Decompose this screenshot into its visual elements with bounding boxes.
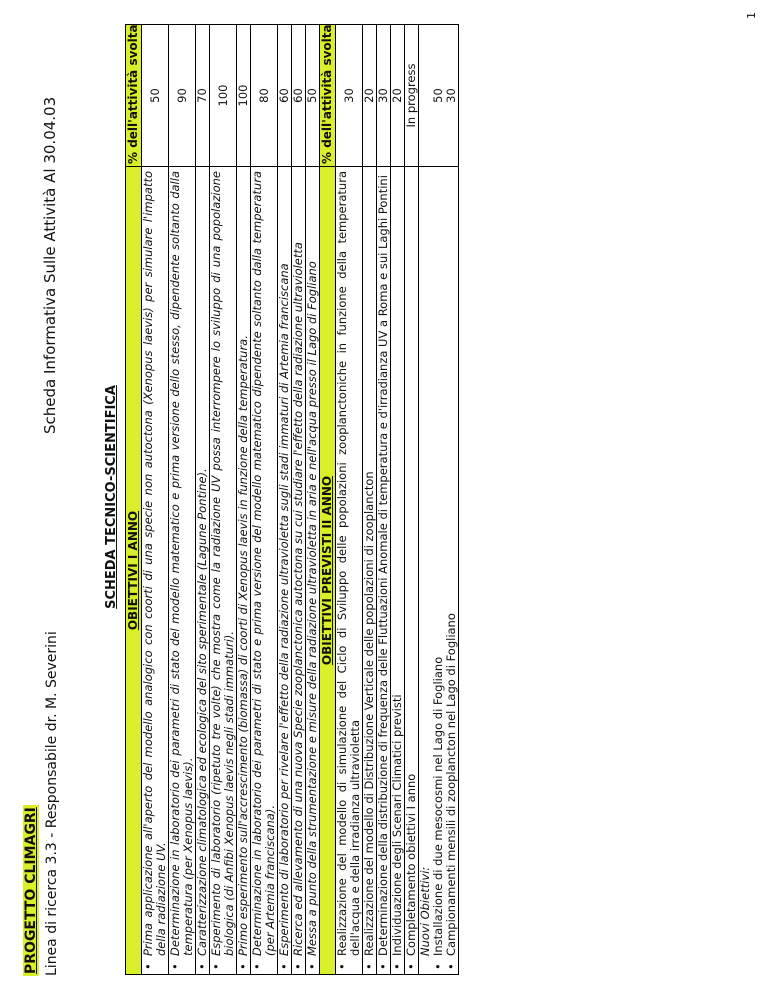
- percent-value: 80: [251, 25, 278, 167]
- objective-text: Determinazione in laboratorio dei parametri di stato e prima versione del modello matematico dipendente soltanto dalla temperatura (per Artemia franciscana).: [250, 171, 277, 956]
- bullet-icon: •: [305, 963, 319, 970]
- objective-text: Campionamenti mensili di zooplancton nel Lago di Fogliano: [444, 613, 458, 956]
- objective-text: Determinazione in laboratorio dei parametri di stato del modello matematico e prima versione dello stesso, dipendente soltanto dalla temperatura (per Xenopus laevis).: [168, 171, 195, 956]
- objective-text: Primo esperimento sull'accrescimento (biomassa) di coorti di Xenopus laevis in funzione della temperatura.: [236, 335, 250, 956]
- objective-text: Caratterizzazione climatologica ed ecologica del sito sperimentale (Lagune Pontine).: [195, 468, 209, 956]
- percent-value: 100: [210, 25, 237, 167]
- objective-cell: [142, 167, 169, 975]
- second-year-section: [320, 25, 459, 975]
- percent-value: 20: [391, 25, 405, 167]
- table-row: [278, 25, 292, 975]
- objective-text: Installazione di due mesocosmi nel Lago di Fogliano: [431, 656, 445, 956]
- document-title: Scheda Informativa Sulle Attività Al 30.04.03: [41, 96, 59, 434]
- project-title: PROGETTO CLIMAGRI: [23, 807, 39, 974]
- bullet-icon: •: [209, 963, 223, 970]
- second-year-header: OBIETTIVI PREVISTI II ANNO: [320, 167, 336, 975]
- objective-text: Realizzazione del modello di simulazione del Ciclo di Sviluppo delle popolazioni zooplanctoniche in funzione della temperatura dell'acqua e della irradianza ultravioletta: [335, 171, 362, 956]
- objective-text: Esperimento di laboratorio (ripetuto tre volte) che mostra come la radiazione UV possa interrompere lo sviluppo di una popolazione biologica (di Anfibi Xenopus laevis negli stadi immaturi).: [209, 171, 236, 956]
- objective-cell: [196, 167, 210, 975]
- bullet-icon: •: [390, 963, 404, 970]
- objective-text: Individuazione degli Scenari Climatici previsti: [390, 694, 404, 956]
- percent-value: 30: [336, 25, 363, 167]
- objective-text: Prima applicazione all'aperto del modello analogico con coorti di una specie non autoctona (Xenopus laevis) per simulare l'impatto della radiazione UV.: [141, 171, 168, 956]
- table-row: [210, 25, 237, 975]
- research-line: Linea di ricerca 3.3 - Responsabile dr. M. Severini: [44, 631, 60, 976]
- page-number: 1: [745, 12, 758, 19]
- table-row: [405, 25, 419, 975]
- table-row: [237, 25, 251, 975]
- objective-text: Determinazione della distribuzione di frequenza delle Fluttuazioni Anomale di temperatura e d'irradianza UV a Roma e sui Laghi Pontini: [376, 175, 390, 956]
- bullet-icon: •: [195, 963, 209, 970]
- percent-value: 90: [169, 25, 196, 167]
- table-row: [306, 25, 320, 975]
- table-row: [169, 25, 196, 975]
- bullet-icon: •: [376, 963, 390, 970]
- percent-value: 60: [278, 25, 292, 167]
- objective-text: Ricerca ed allevamento di una nuova Specie zooplanctonica autoctona su cui studiare l'effetto della radiazione ultravioletta: [291, 242, 305, 956]
- bullet-icon: •: [431, 963, 445, 970]
- new-objectives-cell: [419, 167, 459, 975]
- table-row: [336, 25, 363, 975]
- activities-table: [125, 24, 459, 975]
- table-row: [251, 25, 278, 975]
- table-row: [419, 25, 459, 975]
- objective-cell: [391, 167, 405, 975]
- bullet-icon: •: [236, 963, 250, 970]
- bullet-icon: •: [362, 963, 376, 970]
- table-row: [391, 25, 405, 975]
- bullet-icon: •: [277, 963, 291, 970]
- bullet-icon: •: [291, 963, 305, 970]
- percent-value: 20: [363, 25, 377, 167]
- objective-cell: [405, 167, 419, 975]
- table-row: [377, 25, 391, 975]
- percent-value: 100: [237, 25, 251, 167]
- table-row: [363, 25, 377, 975]
- objective-text: Completamento obiettivi I anno: [404, 773, 418, 956]
- objective-cell: [306, 167, 320, 975]
- bullet-icon: •: [168, 963, 182, 970]
- objective-cell: [377, 167, 391, 975]
- objective-cell: [210, 167, 237, 975]
- bullet-icon: •: [335, 963, 349, 970]
- percent-value: In progress: [405, 25, 419, 167]
- objective-cell: [237, 167, 251, 975]
- percent-value: 60: [292, 25, 306, 167]
- table-row: [196, 25, 210, 975]
- percent-value: 30: [377, 25, 391, 167]
- objective-cell: [292, 167, 306, 975]
- percent-value: 50: [142, 25, 169, 167]
- first-year-section: [126, 25, 320, 975]
- bullet-icon: •: [444, 963, 458, 970]
- objective-text: Realizzazione del modello di Distribuzione Verticale delle popolazioni di zooplancton: [362, 471, 376, 956]
- objective-cell: [278, 167, 292, 975]
- first-year-header: OBIETTIVI I ANNO: [126, 167, 142, 975]
- bullet-icon: •: [141, 963, 155, 970]
- new-objectives-values: [419, 25, 459, 167]
- pct-header: % dell'attività svolta: [320, 25, 336, 167]
- objective-cell: [251, 167, 278, 975]
- table-row: [292, 25, 306, 975]
- percent-value: 50: [431, 88, 445, 103]
- objective-cell: [363, 167, 377, 975]
- pct-header: % dell'attività svolta: [126, 25, 142, 167]
- table-header-row: [126, 25, 142, 975]
- objective-cell: [169, 167, 196, 975]
- objective-cell: [336, 167, 363, 975]
- objective-text: Esperimento di laboratorio per rivelare l'effetto della radiazione ultravioletta sugli stadi immaturi di Artemia franciscana: [277, 263, 291, 956]
- objective-text: Messa a punto della strumentazione e misure della radiazione ultravioletta in aria e nell'acqua presso il Lago di Fogliano: [305, 261, 319, 956]
- table-header-row: [320, 25, 336, 975]
- section-title: SCHEDA TECNICO-SCIENTIFICA: [104, 385, 119, 609]
- percent-value: 30: [444, 88, 458, 103]
- bullet-icon: •: [250, 963, 264, 970]
- percent-value: 70: [196, 25, 210, 167]
- bullet-icon: •: [404, 963, 418, 970]
- table-row: [142, 25, 169, 975]
- new-objectives-label: Nuovi Obiettivi:: [418, 866, 432, 956]
- percent-value: 50: [306, 25, 320, 167]
